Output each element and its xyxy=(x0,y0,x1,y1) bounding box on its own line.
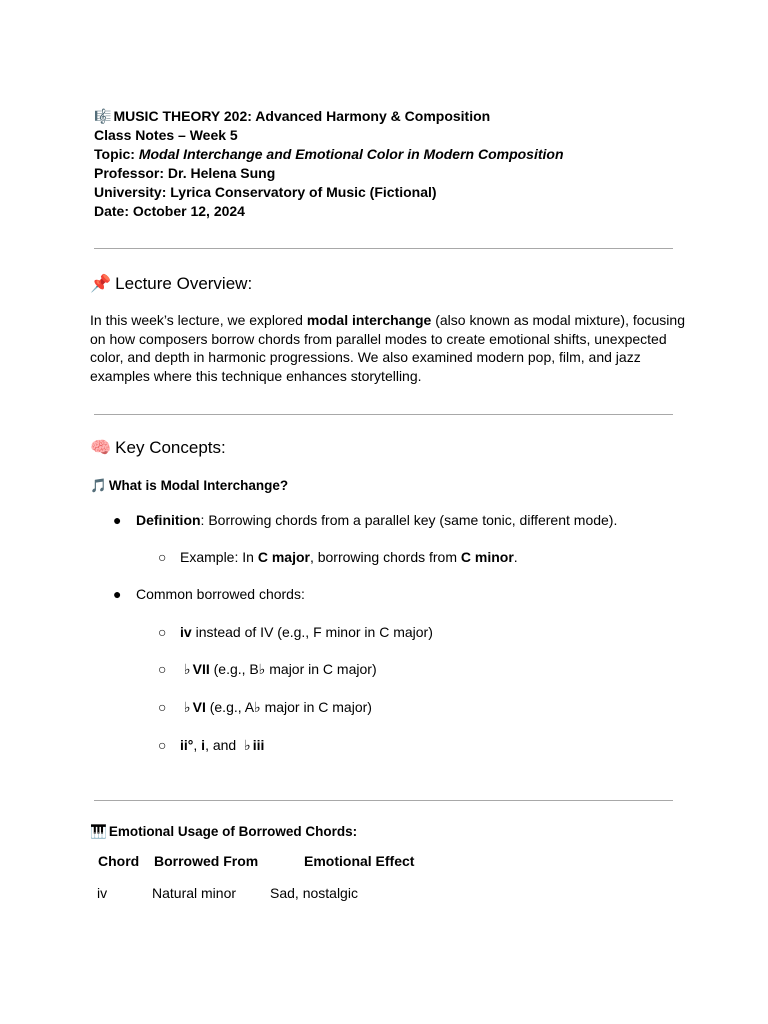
example-key-major: C major xyxy=(257,549,310,565)
chord-symbol: ii° xyxy=(180,737,194,753)
overview-text-end: (also known as modal mixture), focusing on how composers borrow chords from parallel modes to create emotional shifts, unexpected color, and depth in harmonic progressions. We also examined modern pop, film, and jazz examples where this technique enhances storytelling. xyxy=(90,312,685,384)
common-borrowed-label: Common borrowed chords: xyxy=(136,586,305,602)
divider xyxy=(94,248,673,249)
sub-bullet-marker: ○ xyxy=(158,549,167,565)
chord-description: (e.g., B♭ major in C major) xyxy=(209,661,377,677)
chord-symbol: iv xyxy=(180,624,192,640)
bullet-marker: ● xyxy=(113,512,122,528)
sub-bullet-marker: ○ xyxy=(158,737,167,753)
example-key-minor: C minor xyxy=(460,549,514,565)
key-concepts-heading: Key Concepts: xyxy=(115,438,226,457)
course-title: MUSIC THEORY 202: Advanced Harmony & Composition xyxy=(113,108,491,124)
table-header-emotional-effect: Emotional Effect xyxy=(304,853,415,869)
sub-bullet-marker: ○ xyxy=(158,699,167,715)
chord-symbol: iii xyxy=(252,737,265,753)
example-text: , borrowing chords from xyxy=(309,549,461,565)
flat-sign: ♭ xyxy=(184,661,191,677)
overview-heading: Lecture Overview: xyxy=(115,274,253,293)
list-item-chord xyxy=(158,660,377,678)
definition-text: : Borrowing chords from a parallel key (same tonic, different mode). xyxy=(200,512,618,528)
table-cell-emotional-effect: Sad, nostalgic xyxy=(270,885,358,901)
list-item-chord xyxy=(158,736,264,754)
date-line: Date: October 12, 2024 xyxy=(94,203,245,219)
divider xyxy=(94,800,673,801)
topic-value: Modal Interchange and Emotional Color in Modern Composition xyxy=(138,146,564,162)
definition-label: Definition xyxy=(136,512,201,528)
chord-description: instead of IV (e.g., F minor in C major) xyxy=(191,624,433,640)
overview-text-start: In this week’s lecture, we explored xyxy=(90,312,307,328)
emotional-usage-heading-line xyxy=(90,823,357,841)
pushpin-icon: 📌 xyxy=(90,274,112,293)
divider xyxy=(94,414,673,415)
modal-interchange-subheading: What is Modal Interchange? xyxy=(108,478,289,493)
overview-paragraph xyxy=(90,311,690,385)
list-item-definition xyxy=(113,511,617,529)
table-header-chord: Chord xyxy=(98,853,140,869)
bullet-marker: ● xyxy=(113,586,122,602)
separator-text: , and xyxy=(205,737,241,753)
key-concepts-heading-line xyxy=(90,437,226,459)
list-item-example xyxy=(158,548,518,566)
separator-text: , xyxy=(193,737,202,753)
chord-symbol: VI xyxy=(192,699,206,715)
professor-line: Professor: Dr. Helena Sung xyxy=(94,165,276,181)
chord-description: (e.g., A♭ major in C major) xyxy=(205,699,372,715)
table-header-borrowed-from: Borrowed From xyxy=(154,853,259,869)
table-cell-chord: iv xyxy=(97,885,108,901)
brain-icon: 🧠 xyxy=(90,438,112,457)
example-text: . xyxy=(513,549,518,565)
topic-label: Topic: xyxy=(94,146,139,162)
sub-bullet-marker: ○ xyxy=(158,624,167,640)
flat-sign: ♭ xyxy=(244,737,251,753)
example-text: Example: In xyxy=(180,549,258,565)
flat-sign: ♭ xyxy=(184,699,191,715)
overview-text-bold: modal interchange xyxy=(306,312,432,328)
university-line: University: Lyrica Conservatory of Music (Fictional) xyxy=(94,184,437,200)
table-cell-borrowed-from: Natural minor xyxy=(152,885,237,901)
piano-keys-icon: 🎹 xyxy=(90,824,107,839)
emotional-usage-heading: Emotional Usage of Borrowed Chords: xyxy=(108,824,358,839)
overview-heading-line xyxy=(90,273,252,295)
list-item-chord xyxy=(158,623,433,641)
musical-score-icon: 🎼 xyxy=(94,108,112,124)
sub-bullet-marker: ○ xyxy=(158,661,167,677)
modal-interchange-subheading-line xyxy=(90,477,288,495)
course-title-line xyxy=(94,107,490,125)
chord-symbol: i xyxy=(201,737,206,753)
list-item-common-borrowed xyxy=(113,585,305,603)
musical-notes-icon: 🎵 xyxy=(90,478,107,493)
class-notes-label: Class Notes – Week 5 xyxy=(94,127,238,143)
chord-symbol: VII xyxy=(192,661,210,677)
list-item-chord xyxy=(158,698,372,716)
topic-line xyxy=(94,145,564,163)
